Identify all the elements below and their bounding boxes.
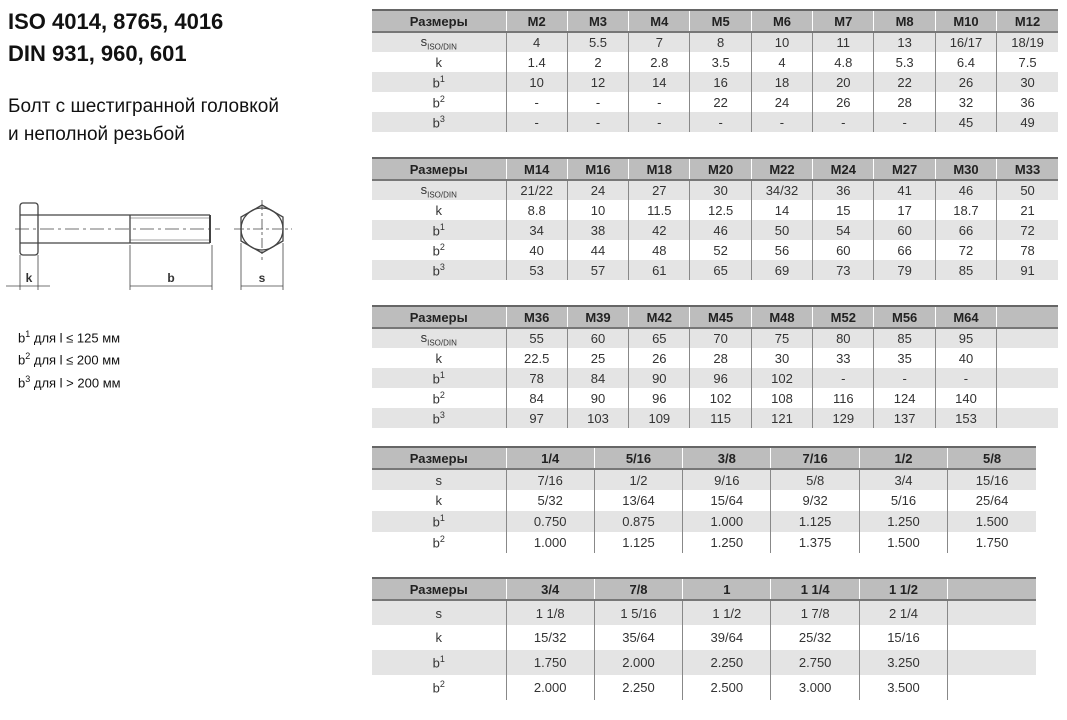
table-cell: 1.125 — [771, 511, 859, 532]
table-row — [372, 180, 1058, 200]
table-cell: 25/64 — [948, 490, 1036, 511]
table-cell: 32 — [935, 92, 996, 112]
row-label: k — [435, 630, 442, 645]
row-label: s — [372, 600, 506, 625]
header-cell-size: 3/4 — [506, 578, 594, 600]
table-cell: 41 — [874, 180, 935, 200]
header-cell-size: M45 — [690, 306, 751, 328]
header-cell-size: M39 — [567, 306, 628, 328]
table-cell — [948, 625, 1036, 650]
page-title — [8, 6, 223, 70]
table-cell: 9/16 — [683, 469, 771, 490]
table-row — [372, 260, 1058, 280]
table-row — [372, 532, 1036, 553]
row-label: $b^1$ — [372, 368, 506, 388]
table-cell: 4 — [751, 52, 812, 72]
header-cell-size: M22 — [751, 158, 812, 180]
header-cell-size: M4 — [629, 10, 690, 32]
header-cell-size: 1 — [683, 578, 771, 600]
row-label: k — [435, 202, 442, 218]
table-row — [372, 32, 1058, 52]
table-cell: 30 — [751, 348, 812, 368]
table-cell: 40 — [935, 348, 996, 368]
table-cell: 16 — [690, 72, 751, 92]
table-cell: 73 — [813, 260, 874, 280]
table-cell: 16/17 — [935, 32, 996, 52]
header-cell-size — [948, 578, 1036, 600]
table-cell: 5/8 — [771, 469, 859, 490]
table-cell: - — [813, 112, 874, 132]
table-cell: 48 — [629, 240, 690, 260]
header-cell-size: M12 — [997, 10, 1058, 32]
row-label: $b^1$ — [372, 511, 506, 532]
row-label: k — [435, 54, 442, 70]
row-label: $b^3$ — [372, 408, 506, 428]
table-row — [372, 675, 1036, 700]
header-cell-size: 1/4 — [506, 447, 594, 469]
table-cell: 1.500 — [948, 511, 1036, 532]
table-cell: 10 — [751, 32, 812, 52]
table-cell: 36 — [997, 92, 1058, 112]
row-label: $s_{ISO/DIN}$ — [372, 328, 506, 348]
table-cell: 55 — [506, 328, 567, 348]
table-cell: 84 — [506, 388, 567, 408]
table-cell: - — [506, 112, 567, 132]
table-row — [372, 388, 1058, 408]
table-cell: 1.4 — [506, 52, 567, 72]
table-cell: 1.000 — [506, 532, 594, 553]
row-label: s — [372, 469, 506, 490]
table-cell: 18.7 — [935, 200, 996, 220]
table-cell: 79 — [874, 260, 935, 280]
table-cell: 1.750 — [948, 532, 1036, 553]
header-cell-size: 7/8 — [594, 578, 682, 600]
inch-table-3-4-to-1-1-2 — [372, 577, 1036, 700]
row-label: $b^1$ — [372, 72, 506, 92]
table-cell: 35/64 — [594, 625, 682, 650]
header-cell-size — [997, 306, 1058, 328]
table-cell: 9/32 — [771, 490, 859, 511]
table-cell: 121 — [751, 408, 812, 428]
table-cell: 50 — [751, 220, 812, 240]
row-label: $s_{ISO/DIN}$ — [372, 32, 506, 52]
table-cell: 22 — [690, 92, 751, 112]
subtitle-line-1: Болт с шестигранной головкой — [8, 96, 279, 117]
table-cell: 2.500 — [683, 675, 771, 700]
table-cell: - — [567, 92, 628, 112]
note-b3: $b^3$ для l > 200 мм — [18, 373, 121, 390]
inch-table-1-4-to-5-8 — [372, 446, 1036, 553]
product-description — [8, 93, 279, 149]
table-cell — [997, 348, 1058, 368]
dimension-b-label: b — [167, 271, 175, 285]
header-cell-size: 1 1/2 — [859, 578, 947, 600]
table-cell: 65 — [690, 260, 751, 280]
table-cell: 78 — [997, 240, 1058, 260]
table-cell: 108 — [751, 388, 812, 408]
table-row — [372, 220, 1058, 240]
table-cell: 7.5 — [997, 52, 1058, 72]
row-label: $b^2$ — [432, 534, 445, 551]
table-cell: 33 — [813, 348, 874, 368]
table-cell: 35 — [874, 348, 935, 368]
header-cell-size: M5 — [690, 10, 751, 32]
header-cell-sizes: Размеры — [372, 306, 506, 328]
table-cell: 13 — [874, 32, 935, 52]
table-cell: 3.500 — [859, 675, 947, 700]
row-label: k — [435, 493, 442, 508]
table-cell: 53 — [506, 260, 567, 280]
table-cell: 102 — [690, 388, 751, 408]
header-cell-size: M3 — [567, 10, 628, 32]
header-cell-sizes: Размеры — [372, 158, 506, 180]
table-cell: 5.5 — [567, 32, 628, 52]
table-cell: 69 — [751, 260, 812, 280]
table-cell: 12.5 — [690, 200, 751, 220]
table-cell: 26 — [629, 348, 690, 368]
table-cell: 14 — [629, 72, 690, 92]
table-cell: 14 — [751, 200, 812, 220]
header-cell-size: 1/2 — [859, 447, 947, 469]
table-cell: 3.000 — [771, 675, 859, 700]
table-cell: 1.125 — [594, 532, 682, 553]
table-cell: 15/16 — [859, 625, 947, 650]
table-cell: 28 — [690, 348, 751, 368]
table-header-row — [372, 306, 1058, 328]
header-cell-size: M6 — [751, 10, 812, 32]
header-cell-sizes: Размеры — [372, 10, 506, 32]
table-cell: 7 — [629, 32, 690, 52]
table-cell: 24 — [751, 92, 812, 112]
table-row — [372, 650, 1036, 675]
row-label: $b^2$ — [432, 241, 445, 259]
table-cell: 116 — [813, 388, 874, 408]
table-cell — [997, 368, 1058, 388]
table-cell: 27 — [629, 180, 690, 200]
table-cell: 26 — [935, 72, 996, 92]
table-cell: 34/32 — [751, 180, 812, 200]
table-cell: 97 — [506, 408, 567, 428]
row-label: $b^3$ — [372, 260, 506, 280]
table-cell: 115 — [690, 408, 751, 428]
bolt-drawing — [0, 185, 300, 295]
table-cell: 36 — [813, 180, 874, 200]
table-row — [372, 600, 1036, 625]
table-cell — [948, 600, 1036, 625]
table-cell: 66 — [874, 240, 935, 260]
table-cell — [997, 408, 1058, 428]
header-cell-size: M36 — [506, 306, 567, 328]
table-row — [372, 368, 1058, 388]
row-label: $b^3$ — [372, 112, 506, 132]
header-cell-size: M30 — [935, 158, 996, 180]
table-cell: 11.5 — [629, 200, 690, 220]
table-cell: 17 — [874, 200, 935, 220]
table-cell: - — [567, 112, 628, 132]
table-cell: 44 — [567, 240, 628, 260]
table-cell: 80 — [813, 328, 874, 348]
table-row — [372, 490, 1036, 511]
table-cell: 15/32 — [506, 625, 594, 650]
table-cell: 70 — [690, 328, 751, 348]
table-cell — [997, 388, 1058, 408]
row-label: $b^2$ — [432, 389, 445, 407]
table-cell: 42 — [629, 220, 690, 240]
table-cell: 96 — [629, 388, 690, 408]
table-cell: 12 — [567, 72, 628, 92]
table-cell: - — [874, 112, 935, 132]
table-cell: 1.250 — [859, 511, 947, 532]
table-cell: 102 — [751, 368, 812, 388]
row-label: k — [435, 350, 442, 366]
header-cell-size: M14 — [506, 158, 567, 180]
table-cell: 54 — [813, 220, 874, 240]
table-row — [372, 52, 1058, 72]
title-line-din: DIN 931, 960, 601 — [8, 41, 187, 66]
table-cell: 45 — [935, 112, 996, 132]
table-cell: 137 — [874, 408, 935, 428]
table-row — [372, 625, 1036, 650]
subtitle-line-2: и неполной резьбой — [8, 124, 185, 145]
table-cell: 2.250 — [683, 650, 771, 675]
table-cell: 78 — [506, 368, 567, 388]
table-cell: 10 — [567, 200, 628, 220]
table-cell: 1 5/16 — [594, 600, 682, 625]
table-cell: 13/64 — [594, 490, 682, 511]
table-cell: 5/32 — [506, 490, 594, 511]
table-cell: 90 — [629, 368, 690, 388]
table-row — [372, 348, 1058, 368]
header-cell-size: M52 — [813, 306, 874, 328]
header-cell-size: M2 — [506, 10, 567, 32]
header-cell-size: M64 — [935, 306, 996, 328]
table-cell: 60 — [567, 328, 628, 348]
table-cell: 20 — [813, 72, 874, 92]
header-cell-size: M42 — [629, 306, 690, 328]
table-cell: 28 — [874, 92, 935, 112]
header-cell-size: 1 1/4 — [771, 578, 859, 600]
table-cell: - — [629, 112, 690, 132]
table-cell: 40 — [506, 240, 567, 260]
table-cell: 15 — [813, 200, 874, 220]
header-cell-size: M10 — [935, 10, 996, 32]
title-line-iso: ISO 4014, 8765, 4016 — [8, 9, 224, 34]
table-cell: 6.4 — [935, 52, 996, 72]
table-cell — [997, 328, 1058, 348]
table-cell: 72 — [935, 240, 996, 260]
table-cell: 1.750 — [506, 650, 594, 675]
table-cell: 61 — [629, 260, 690, 280]
note-b2: $b^2$ для l ≤ 200 мм — [18, 351, 121, 368]
table-cell: 22.5 — [506, 348, 567, 368]
table-cell: - — [874, 368, 935, 388]
table-cell: 5.3 — [874, 52, 935, 72]
table-cell: 85 — [935, 260, 996, 280]
table-cell: 96 — [690, 368, 751, 388]
table-cell — [948, 675, 1036, 700]
header-cell-size: M8 — [874, 10, 935, 32]
table-cell: 95 — [935, 328, 996, 348]
table-cell: 4 — [506, 32, 567, 52]
header-cell-size: 7/16 — [771, 447, 859, 469]
table-cell: 38 — [567, 220, 628, 240]
table-cell: 25/32 — [771, 625, 859, 650]
table-cell: 66 — [935, 220, 996, 240]
table-cell: 56 — [751, 240, 812, 260]
table-cell: 60 — [813, 240, 874, 260]
metric-table-m2-m12 — [372, 9, 1058, 132]
table-cell: 21 — [997, 200, 1058, 220]
metric-table-m36-m64 — [372, 305, 1058, 428]
header-cell-size: M48 — [751, 306, 812, 328]
table-cell: 60 — [874, 220, 935, 240]
table-cell: 1.250 — [683, 532, 771, 553]
table-cell: 2.8 — [629, 52, 690, 72]
table-row — [372, 240, 1058, 260]
table-row — [372, 200, 1058, 220]
row-label: $b^1$ — [372, 220, 506, 240]
table-row — [372, 469, 1036, 490]
table-cell: 22 — [874, 72, 935, 92]
table-cell: 1.375 — [771, 532, 859, 553]
table-cell: - — [690, 112, 751, 132]
table-row — [372, 112, 1058, 132]
table-cell: 1/2 — [594, 469, 682, 490]
row-label: $b^1$ — [372, 650, 506, 675]
header-cell-size: M18 — [629, 158, 690, 180]
table-cell: 90 — [567, 388, 628, 408]
table-cell: 3/4 — [859, 469, 947, 490]
table-cell: 46 — [690, 220, 751, 240]
table-cell: 34 — [506, 220, 567, 240]
table-cell: 75 — [751, 328, 812, 348]
table-cell: - — [751, 112, 812, 132]
table-cell: 153 — [935, 408, 996, 428]
row-label: $b^2$ — [432, 93, 445, 111]
table-cell: 25 — [567, 348, 628, 368]
table-header-row — [372, 10, 1058, 32]
table-cell: 15/64 — [683, 490, 771, 511]
table-cell: 91 — [997, 260, 1058, 280]
table-row — [372, 92, 1058, 112]
row-label: $s_{ISO/DIN}$ — [372, 180, 506, 200]
table-cell: 24 — [567, 180, 628, 200]
table-cell: 52 — [690, 240, 751, 260]
table-cell: 15/16 — [948, 469, 1036, 490]
header-cell-size: M24 — [813, 158, 874, 180]
header-cell-size: 3/8 — [683, 447, 771, 469]
table-cell: - — [935, 368, 996, 388]
table-cell: 0.750 — [506, 511, 594, 532]
table-cell: 26 — [813, 92, 874, 112]
table-cell: 140 — [935, 388, 996, 408]
dimension-s-label: s — [258, 271, 266, 285]
table-cell: 2.250 — [594, 675, 682, 700]
table-row — [372, 408, 1058, 428]
table-cell: 50 — [997, 180, 1058, 200]
table-cell: 1 1/2 — [683, 600, 771, 625]
table-cell: 1 7/8 — [771, 600, 859, 625]
table-cell: 21/22 — [506, 180, 567, 200]
table-cell: 18 — [751, 72, 812, 92]
table-cell: 39/64 — [683, 625, 771, 650]
table-row — [372, 328, 1058, 348]
table-cell: 1.500 — [859, 532, 947, 553]
header-cell-size: M16 — [567, 158, 628, 180]
table-cell: 2.000 — [594, 650, 682, 675]
table-cell: 3.250 — [859, 650, 947, 675]
row-label: $b^2$ — [432, 679, 445, 696]
table-cell: 2 — [567, 52, 628, 72]
table-cell — [948, 650, 1036, 675]
table-cell: 2.750 — [771, 650, 859, 675]
thread-length-notes — [18, 325, 121, 392]
table-cell: 2 1/4 — [859, 600, 947, 625]
table-cell: - — [629, 92, 690, 112]
table-cell: 109 — [629, 408, 690, 428]
table-cell: 4.8 — [813, 52, 874, 72]
table-cell: 84 — [567, 368, 628, 388]
table-cell: 30 — [690, 180, 751, 200]
table-cell: 8 — [690, 32, 751, 52]
header-cell-size: M7 — [813, 10, 874, 32]
table-cell: 103 — [567, 408, 628, 428]
table-cell: 18/19 — [997, 32, 1058, 52]
header-cell-sizes: Размеры — [372, 447, 506, 469]
table-cell: 5/16 — [859, 490, 947, 511]
table-cell: 124 — [874, 388, 935, 408]
table-cell: 57 — [567, 260, 628, 280]
header-cell-size: M27 — [874, 158, 935, 180]
metric-table-m14-m33 — [372, 157, 1058, 280]
header-cell-size: 5/16 — [594, 447, 682, 469]
header-cell-sizes: Размеры — [372, 578, 506, 600]
table-cell: 0.875 — [594, 511, 682, 532]
table-cell: - — [813, 368, 874, 388]
table-cell: 1 1/8 — [506, 600, 594, 625]
table-cell: 30 — [997, 72, 1058, 92]
table-cell: 8.8 — [506, 200, 567, 220]
table-cell: - — [506, 92, 567, 112]
header-cell-size: M56 — [874, 306, 935, 328]
table-header-row — [372, 158, 1058, 180]
table-cell: 65 — [629, 328, 690, 348]
table-row — [372, 72, 1058, 92]
note-b1: $b^1$ для l ≤ 125 мм — [18, 329, 121, 346]
table-cell: 11 — [813, 32, 874, 52]
table-header-row — [372, 578, 1036, 600]
table-cell: 85 — [874, 328, 935, 348]
header-cell-size: M33 — [997, 158, 1058, 180]
header-cell-size: 5/8 — [948, 447, 1036, 469]
table-cell: 129 — [813, 408, 874, 428]
table-cell: 46 — [935, 180, 996, 200]
table-cell: 7/16 — [506, 469, 594, 490]
header-cell-size: M20 — [690, 158, 751, 180]
table-cell: 1.000 — [683, 511, 771, 532]
table-cell: 10 — [506, 72, 567, 92]
table-header-row — [372, 447, 1036, 469]
table-cell: 49 — [997, 112, 1058, 132]
table-row — [372, 511, 1036, 532]
table-cell: 3.5 — [690, 52, 751, 72]
table-cell: 2.000 — [506, 675, 594, 700]
table-cell: 72 — [997, 220, 1058, 240]
dimension-k-label: k — [25, 271, 33, 285]
